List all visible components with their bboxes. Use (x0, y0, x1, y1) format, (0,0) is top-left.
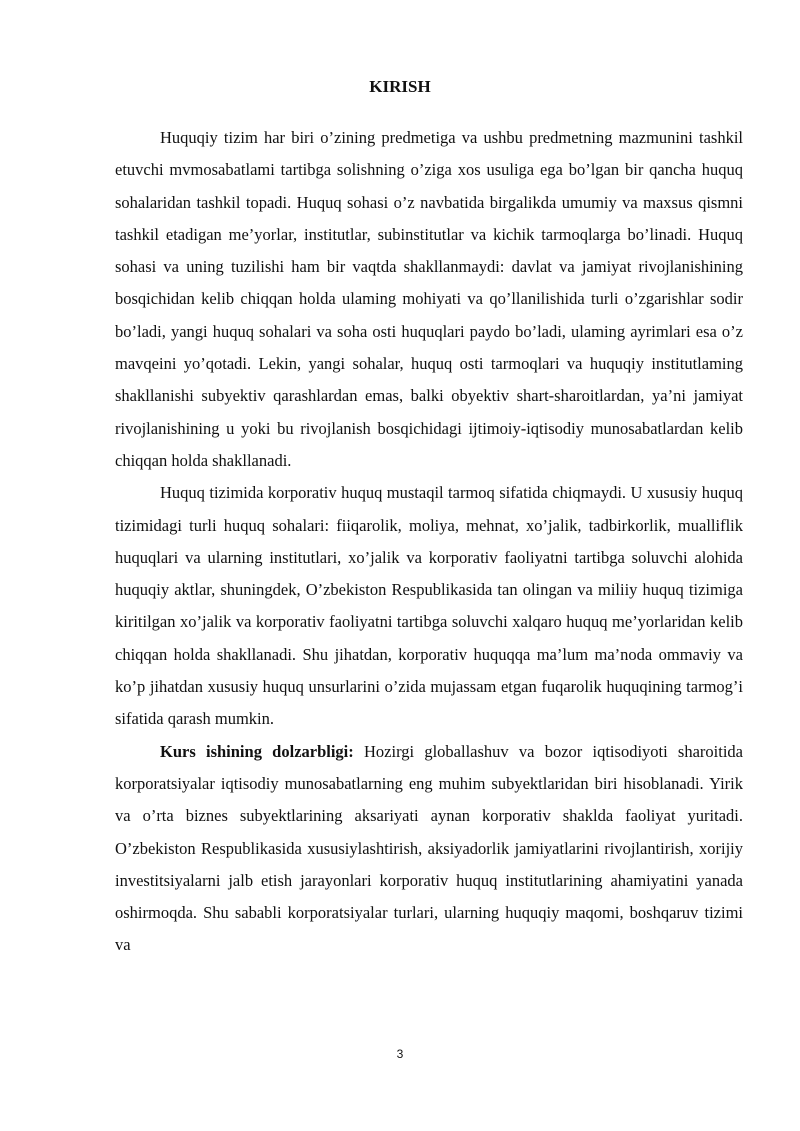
paragraph-3 (115, 736, 743, 962)
paragraph-2 (115, 477, 743, 735)
paragraph-3-text: Hozirgi globallashuv va bozor iqtisodiyoti sharoitida korporatsiyalar iqtisodiy munosabatlarning eng muhim subyektlaridan biri hisoblanadi. Yirik va o’rta biznes subyektlarining aksariyati aynan korporativ shaklda faoliyat yuritadi. O’zbekiston Respublikasida xususiylashtirish, aksiyadorlik jamiyatlarini rivojlantirish, xorijiy investitsiyalarni jalb etish jarayonlari korporativ huquq institutlarining ahamiyatini yanada oshirmoqda. Shu sababli korporatsiyalar turlari, ularning huquqiy maqomi, boshqaruv tizimi va (115, 741, 743, 955)
page-title: KIRISH (369, 77, 431, 96)
page-number: 3 (396, 1047, 404, 1061)
paragraph-3-lead: Kurs ishining dolzarbligi: (160, 741, 354, 761)
paragraph-1-text: Huquqiy tizim har biri o’zining predmetiga va ushbu predmetning mazmunini tashkil etuvchi mvmosabatlami tartibga solishning o’ziga xos usuliga ega bo’lgan bir qancha huquq sohalaridan tashkil topadi. Huquq sohasi o’z navbatida birgalikda umumiy va maxsus qismni tashkil etadigan me’yorlar, institutlar, subinstitutlar va kichik tarmoqlarga bo’linadi. Huquq sohasi va uning tuzilishi ham bir vaqtda shakllanmaydi: davlat va jamiyat rivojlanishining bosqichidan kelib chiqqan holda ulaming mohiyati va qo’llanilishida turli o’zgarishlar sodir bo’ladi, yangi huquq sohalari va soha osti huquqlari paydo bo’ladi, ulaming ayrimlari esa o’z mavqeini yo’qotadi. Lekin, yangi sohalar, huquq osti tarmoqlari va huquqiy institutlaming shakllanishi subyektiv qarashlardan emas, balki obyektiv shart-sharoitlardan, ya’ni jamiyat rivojlanishining u yoki bu rivojlanish bosqichidagi ijtimoiy-iqtisodiy munosabatlardan kelib chiqqan holda shakllanadi. (115, 128, 743, 470)
paragraph-1 (115, 122, 743, 477)
paragraph-2-text: Huquq tizimida korporativ huquq mustaqil tarmoq sifatida chiqmaydi. U xususiy huquq tizimidagi turli huquq sohalari: fiiqarolik, moliya, mehnat, xo’jalik, tadbirkorlik, mualliflik huquqlari va ularning institutlari, xo’jalik va korporativ faoliyatni tartibga soluvchi alohida huquqiy aktlar, shuningdek, O’zbekiston Respublikasida tan olingan va miliiy huquq tizimiga kiritilgan xo’jalik va korporativ faoliyatni tartibga soluvchi xalqaro huquq me’yorlaridan kelib chiqqan holda shakllanadi. Shu jihatdan, korporativ huquqqa ma’lum ma’noda ommaviy va ko’p jihatdan xususiy huquq unsurlarini o’zida mujassam etgan fuqarolik huquqining tarmog’i sifatida qarash mumkin. (115, 483, 743, 729)
document-body (115, 122, 743, 962)
